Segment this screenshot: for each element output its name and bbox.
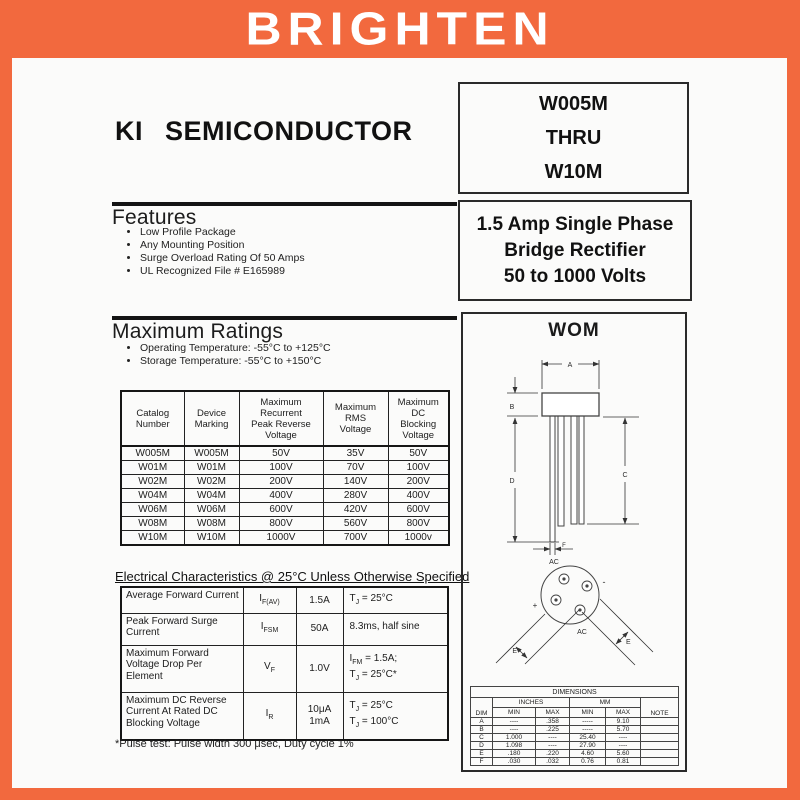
cell — [641, 726, 679, 734]
manufacturer-prefix: KI — [115, 116, 143, 146]
dim-label-a: A — [567, 362, 573, 369]
cell: A — [471, 718, 493, 726]
dim-label-b: B — [509, 404, 515, 411]
cell: ---- — [606, 742, 641, 750]
column-header: Device Marking — [184, 391, 239, 446]
list-item: • Any Mounting Position — [140, 239, 305, 252]
ratings-table — [120, 390, 450, 546]
datasheet-page — [12, 58, 787, 788]
cell: 1000v — [388, 531, 449, 546]
cell: 140V — [323, 475, 388, 489]
column-header: Maximum Recurrent Peak Reverse Voltage — [239, 391, 323, 446]
parameter-cell: Average Forward Current — [121, 587, 243, 613]
symbol-cell: $V_F$ — [243, 645, 296, 692]
table-row — [121, 475, 449, 489]
cell: 27.90 — [570, 742, 606, 750]
table-row — [471, 758, 679, 766]
column-header: MAX — [536, 708, 570, 718]
maximum-ratings-heading: Maximum Ratings — [112, 320, 284, 343]
column-header: DIM — [471, 698, 493, 718]
cell: W01M — [121, 461, 184, 475]
cell: 5.60 — [606, 750, 641, 758]
table-row — [121, 503, 449, 517]
pin-label-plus: + — [532, 601, 538, 610]
pin-label-ac-top: AC — [549, 559, 559, 566]
part-range-line: W10M — [544, 161, 603, 183]
package-outline-box — [461, 312, 687, 772]
cell: 5.70 — [606, 726, 641, 734]
cell: 50V — [388, 446, 449, 461]
cell: 4.60 — [570, 750, 606, 758]
dim-label-d: D — [509, 478, 515, 485]
cell: W04M — [121, 489, 184, 503]
package-body-and-leads — [542, 393, 599, 542]
dim-label-e: E — [512, 648, 517, 655]
lead — [558, 416, 564, 526]
table-row — [471, 726, 679, 734]
column-header: Maximum DC Blocking Voltage — [388, 391, 449, 446]
lead — [571, 416, 577, 524]
cell: 200V — [239, 475, 323, 489]
symbol-cell: $I_R$ — [243, 692, 296, 740]
table-header-row — [121, 391, 449, 446]
list-item: • Operating Temperature: -55°C to +125°C — [140, 342, 331, 355]
cell: F — [471, 758, 493, 766]
table-row — [121, 645, 448, 692]
pin-label-ac-bottom: AC — [577, 629, 587, 636]
value-cell: 1.5A — [296, 587, 343, 613]
table-row — [121, 517, 449, 531]
cell: 1.098 — [493, 742, 536, 750]
cell: 25.40 — [570, 734, 606, 742]
package-body — [542, 393, 599, 416]
lead — [579, 416, 584, 524]
cell: W06M — [121, 503, 184, 517]
cell: ---- — [536, 742, 570, 750]
part-range-line: W005M — [539, 93, 608, 115]
conditions-cell: 8.3ms, half sine — [343, 613, 448, 645]
brand-banner — [0, 0, 800, 58]
cell: .220 — [536, 750, 570, 758]
cell: 1000V — [239, 531, 323, 546]
table-row — [471, 718, 679, 726]
cell: 600V — [388, 503, 449, 517]
electrical-characteristics-heading: Electrical Characteristics @ 25°C Unless Otherwise Specified — [115, 569, 470, 584]
column-group-inches: INCHES — [493, 698, 570, 708]
dim-b — [507, 377, 538, 416]
cell: 0.76 — [570, 758, 606, 766]
list-item: • Storage Temperature: -55°C to +150°C — [140, 355, 331, 368]
dimensions-table — [470, 686, 679, 766]
cell: 100V — [388, 461, 449, 475]
pins — [551, 574, 592, 615]
table-row — [121, 531, 449, 546]
cell: 700V — [323, 531, 388, 546]
cell: W02M — [184, 475, 239, 489]
column-group-mm: MM — [570, 698, 641, 708]
package-base-circle — [541, 566, 599, 624]
cell: W08M — [121, 517, 184, 531]
parameter-cell: Peak Forward Surge Current — [121, 613, 243, 645]
table-row — [121, 461, 449, 475]
cell — [641, 750, 679, 758]
table-row — [121, 692, 448, 740]
cell: .358 — [536, 718, 570, 726]
cell: 280V — [323, 489, 388, 503]
value-cell: 50A — [296, 613, 343, 645]
cell: W01M — [184, 461, 239, 475]
cell: W10M — [184, 531, 239, 546]
table-title-row — [471, 687, 679, 698]
parameter-cell: Maximum DC Reverse Current At Rated DC Blocking Voltage — [121, 692, 243, 740]
table-row — [121, 446, 449, 461]
package-outline-drawing — [463, 314, 685, 684]
value-cell: 10μA 1mA — [296, 692, 343, 740]
cell: W10M — [121, 531, 184, 546]
cell: 400V — [239, 489, 323, 503]
symbol-cell: $I_{FSM}$ — [243, 613, 296, 645]
dim-label-c: C — [622, 472, 628, 479]
cell — [641, 742, 679, 750]
part-number-box — [458, 82, 689, 194]
cell: 70V — [323, 461, 388, 475]
cell: ---- — [606, 734, 641, 742]
electrical-table — [120, 586, 449, 741]
cell: B — [471, 726, 493, 734]
dimensions-title: DIMENSIONS — [471, 687, 679, 698]
features-heading: Features — [112, 206, 197, 229]
table-row — [121, 613, 448, 645]
table-row — [471, 734, 679, 742]
value-cell: 1.0V — [296, 645, 343, 692]
cell: 800V — [239, 517, 323, 531]
dim-label-e: E — [626, 639, 631, 646]
manufacturer-name: SEMICONDUCTOR — [165, 116, 413, 146]
description-line: Bridge Rectifier — [504, 239, 646, 261]
list-item: • Surge Overload Rating Of 50 Amps — [140, 252, 305, 265]
symbol-cell: $I_{F(AV)}$ — [243, 587, 296, 613]
brand-logo-text: BRIGHTEN — [245, 3, 555, 55]
cell: 600V — [239, 503, 323, 517]
cell: 420V — [323, 503, 388, 517]
cell: ---- — [493, 718, 536, 726]
dim-f — [533, 543, 573, 555]
lead-long — [550, 416, 555, 542]
column-header: MIN — [570, 708, 606, 718]
cell: 1.000 — [493, 734, 536, 742]
maximum-ratings-list — [124, 342, 331, 368]
parameter-cell: Maximum Forward Voltage Drop Per Element — [121, 645, 243, 692]
description-box — [458, 200, 692, 301]
features-list — [124, 226, 305, 278]
column-header: MIN — [493, 708, 536, 718]
cell: 200V — [388, 475, 449, 489]
column-header: MAX — [606, 708, 641, 718]
cell: .180 — [493, 750, 536, 758]
column-header: Catalog Number — [121, 391, 184, 446]
table-row — [471, 742, 679, 750]
table-row — [121, 489, 449, 503]
table-row — [471, 750, 679, 758]
dim-a — [542, 360, 599, 389]
cell: W005M — [184, 446, 239, 461]
part-range-line: THRU — [545, 127, 602, 149]
conditions-cell: $T_J = 25^\circ C$ $T_J = 100^\circ C$ — [343, 692, 448, 740]
list-item: • UL Recognized File # E165989 — [140, 265, 305, 278]
description-line: 1.5 Amp Single Phase — [476, 213, 674, 235]
cell: W06M — [184, 503, 239, 517]
cell: 0.81 — [606, 758, 641, 766]
dim-c — [587, 417, 639, 524]
package-name: WOM — [548, 320, 600, 341]
cell: 35V — [323, 446, 388, 461]
cell: 400V — [388, 489, 449, 503]
pin-label-minus: - — [602, 577, 606, 587]
cell: 800V — [388, 517, 449, 531]
cell: ----- — [570, 726, 606, 734]
cell: 100V — [239, 461, 323, 475]
cell — [641, 758, 679, 766]
manufacturer-title — [115, 116, 413, 147]
conditions-cell: $T_J = 25^\circ C$ — [343, 587, 448, 613]
cell — [641, 718, 679, 726]
column-header: Maximum RMS Voltage — [323, 391, 388, 446]
cell: .032 — [536, 758, 570, 766]
cell: W005M — [121, 446, 184, 461]
dim-label-f: F — [562, 543, 566, 549]
cell: 560V — [323, 517, 388, 531]
cell: 9.10 — [606, 718, 641, 726]
cell: .225 — [536, 726, 570, 734]
table-row — [121, 587, 448, 613]
cell: D — [471, 742, 493, 750]
pulse-test-footnote: *Pulse test: Pulse width 300 μsec, Duty cycle 1% — [115, 738, 354, 750]
description-line: 50 to 1000 Volts — [503, 265, 647, 287]
cell: E — [471, 750, 493, 758]
dim-e-right — [582, 599, 653, 665]
dim-e-left — [496, 610, 579, 664]
cell: 50V — [239, 446, 323, 461]
cell: W02M — [121, 475, 184, 489]
cell: .030 — [493, 758, 536, 766]
cell: ---- — [493, 726, 536, 734]
cell: W08M — [184, 517, 239, 531]
cell: W04M — [184, 489, 239, 503]
column-header: NOTE — [641, 698, 679, 718]
table-group-row — [471, 698, 679, 708]
conditions-cell: $I_{FM} = 1.5A$; $T_J = 25^\circ C*$ — [343, 645, 448, 692]
cell: ---- — [536, 734, 570, 742]
cell: ----- — [570, 718, 606, 726]
cell — [641, 734, 679, 742]
list-item: • Low Profile Package — [140, 226, 305, 239]
cell: C — [471, 734, 493, 742]
